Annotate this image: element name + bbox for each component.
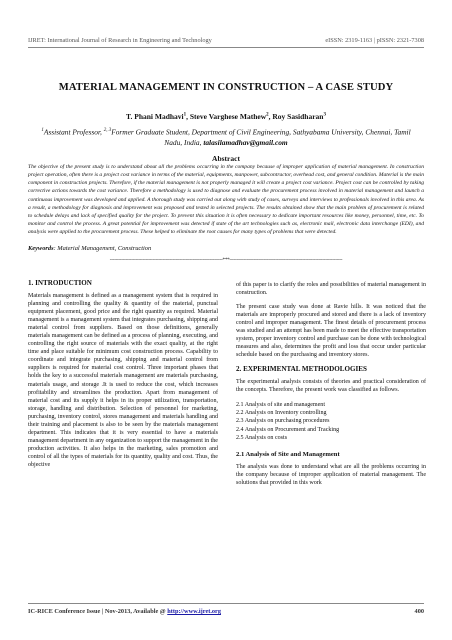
site-analysis-heading: 2.1 Analysis of Site and Management bbox=[236, 450, 340, 458]
journal-link[interactable]: http://www.ijret.org bbox=[167, 608, 221, 615]
author-3-sup: 3 bbox=[323, 112, 326, 118]
left-column bbox=[28, 279, 218, 475]
author-1: T. Phani Madhavi bbox=[126, 112, 184, 121]
page-number: 400 bbox=[414, 608, 424, 615]
author-3: , Roy Sasidharan bbox=[268, 112, 324, 121]
footer-rule bbox=[28, 603, 424, 604]
author-line bbox=[28, 112, 424, 121]
list-item: 2.1 Analysis of site and management bbox=[236, 401, 326, 408]
intro-heading: 1. INTRODUCTION bbox=[28, 279, 92, 287]
header-rule bbox=[28, 47, 424, 48]
right-column bbox=[236, 281, 426, 493]
list-item: 2.2 Analysis on Inventory controlling bbox=[236, 409, 327, 416]
affil-text-2: Former Graduate Student, Department of Civil Engineering, Sathyabama University, Chennai, Tamil Nadu, India, bbox=[111, 127, 411, 147]
section-divider: -------------------------------------------------------------------------------***------------------------------------------------------------------------------- bbox=[109, 257, 343, 263]
affil-sup-1: 1 bbox=[41, 128, 44, 133]
author-1-sup: 1 bbox=[183, 112, 187, 118]
keywords-label: Keywords bbox=[28, 245, 54, 252]
keywords-text: : Material Management, Construction bbox=[53, 245, 152, 252]
journal-issn: eISSN: 2319-1163 | pISSN: 2321-7308 bbox=[325, 37, 424, 44]
methodology-paragraph: The experimental analysis consists of theories and practical consideration of the concepts. Therefore, the present work was classified as follows. bbox=[236, 379, 426, 394]
author-2-sup: 2 bbox=[266, 112, 269, 118]
case-study-paragraph: The present case study was done at Ravie hills. It was noticed that the materials are improperly procured and stored and there is a lack of inventory control and improper management. The finest details of procurement process was studied and an attempt has been made to meet the effective transportation system, proper inventory control and purchase can be done with technological measures and also, determines the profit and loss that occur under particular schedule based on the purchasing and inventory stores. bbox=[236, 304, 426, 359]
list-item: 2.5 Analysis on costs bbox=[236, 435, 288, 442]
abstract-heading: Abstract bbox=[212, 154, 240, 163]
author-2: , Steve Varghese Mathew bbox=[186, 112, 267, 121]
abstract-body: The objective of the present study is to understand about all the problems occurring in the company because of improper application of material management. In construction project operation, often there is a project cost variance in terms of the material, equipments, manpower, subcontractor, overhead cost, and general condition. Material is the main component in construction projects. Therefore, if the material management is not properly managed it will create a project cost variance. Project cost can be controlled by taking corrective actions towards the cost variance. Therefore a methodology is used to diagnose and evaluate the procurement process involved in material management and launch a continuous improvement was developed and applied. A thorough study was carried out along with study of cases, surveys and interviews to professionals involved in this area. As a result, a methodology for diagnosis and improvement was proposed and tested in selected projects. The results obtained show that the main problem of procurement is related to schedule delays and lack of specified quality for the project. To prevent this situation it is often necessary to dedicate important resources like money, personnel, time, etc. To monitor and control the process. A great potential for improvement was detected if state of the art technologies such as, electronic mail, electronic data interchange (EDI), and analysis were applied to the procurement process. These helped to eliminate the root causes for many types of problems that were detected. bbox=[28, 164, 424, 236]
keywords-line bbox=[28, 245, 424, 252]
journal-name: IJRET: International Journal of Research in Engineering and Technology bbox=[28, 37, 212, 44]
methodology-list bbox=[236, 401, 426, 443]
footer-citation bbox=[28, 608, 221, 615]
intro-paragraph: Materials management is defined as a management system that is required in planning and controlling the quality & quantity of the material, punctual equipment placement, good price and the right quantity as required. Material management is a management system that integrates purchasing, shipping and material control from suppliers. Based on those definitions, generally materials management can be defined as a process of planning, executing, and controlling the right source of materials with the exact quality, at the right time and place suitable for minimum cost construction process. Capability to coordinate and integrate purchasing, shipping and material control from suppliers is required for material cost control. Three important phases that holds the key to a successful materials management are materials purchasing, materials usage, and storage .It is used to reduce the cost, which increases profitability and streamlines the production. Apart from management of material cost and its supply it helps in its proper utilization, transportation, storage, handling and distribution. Selection of personnel for marketing, purchasing, inventory control, stores management and materials handling and their training and placement is also to be seen by the materials management department. This indicates that it is very essential to have a materials management department in any organization to support the management in the production activities. It also helps in the marketing, sales promotion and control of all the types of materials for its quantity, quality and cost. Thus, the objective bbox=[28, 293, 218, 468]
affiliation bbox=[34, 126, 418, 148]
affil-sup-2: 2, 3 bbox=[103, 128, 112, 133]
methodology-heading: 2. EXPERIMENTAL METHODOLOGIES bbox=[236, 365, 367, 374]
footer-prefix: IC-RICE Conference Issue | Nov-2013, Available @ bbox=[28, 608, 168, 615]
list-item: 2.3 Analysis on purchasing procedures bbox=[236, 418, 330, 425]
site-analysis-paragraph: The analysis was done to understand what are all the problems occurring in the company because of improper application of material management. The solutions that provided in this work bbox=[236, 463, 426, 486]
intro-paragraph-cont: of this paper is to clarify the roles and possibilities of material management in construction. bbox=[236, 282, 426, 297]
page-footer bbox=[28, 608, 424, 615]
author-email: talasilamadhav@gmail.com bbox=[203, 137, 288, 147]
affil-text-1: Assistant Professor, bbox=[43, 127, 104, 137]
paper-title: MATERIAL MANAGEMENT IN CONSTRUCTION – A CASE STUDY bbox=[58, 82, 394, 93]
journal-header bbox=[28, 37, 424, 44]
list-item: 2.4 Analysis on Procurement and Tracking bbox=[236, 426, 340, 433]
